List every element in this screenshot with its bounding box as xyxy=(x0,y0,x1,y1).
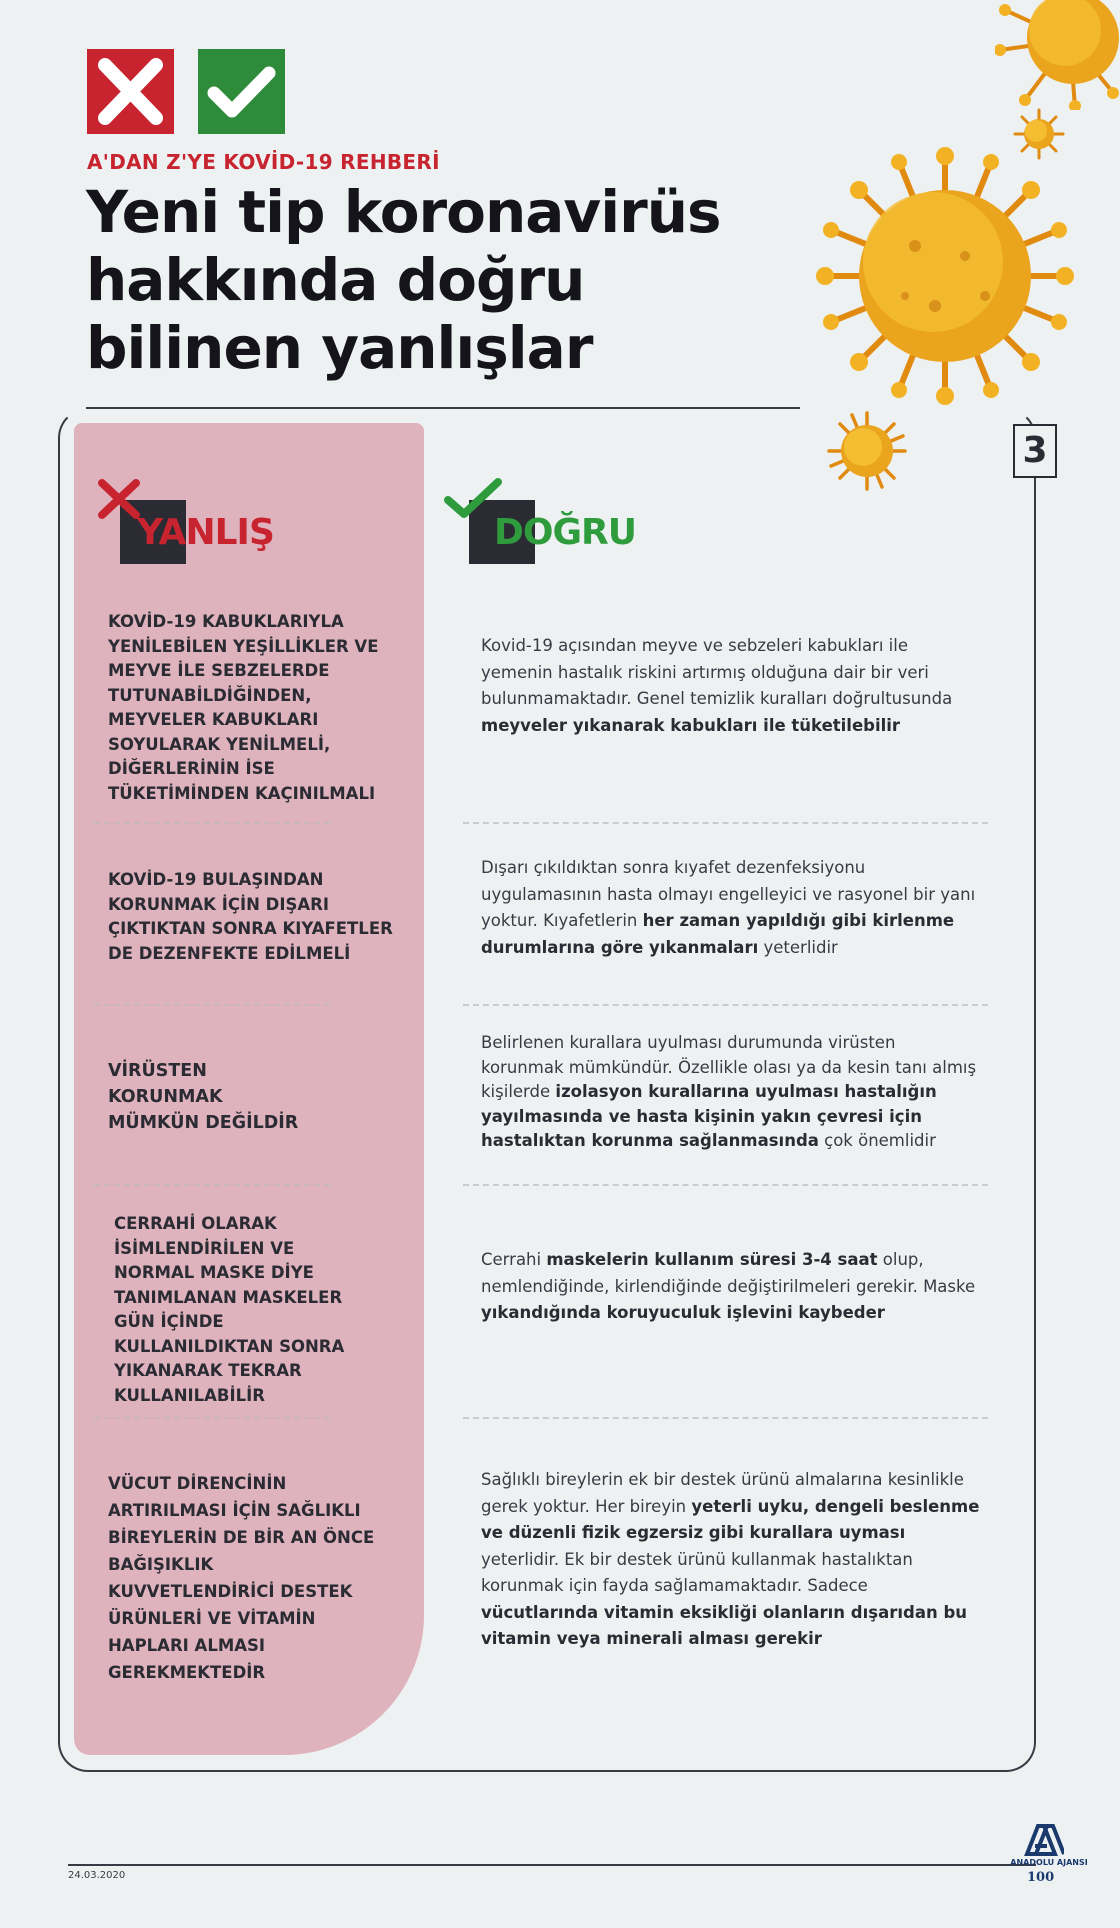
footer-line xyxy=(68,1864,1036,1866)
wrong-column-label: YANLIŞ xyxy=(137,512,274,553)
fact-emphasis: yıkandığında koruyuculuk işlevini kaybeder xyxy=(481,1303,885,1322)
fact-emphasis: izolasyon kurallarına uyulması hastalığın yayılmasında ve hasta kişinin yakın çevresi için hastalıktan korunma sağlanmasında xyxy=(481,1082,937,1150)
virus-illustration-large xyxy=(815,146,1075,406)
fact-item xyxy=(481,855,981,961)
kicker: A'DAN Z'YE KOVİD-19 REHBERİ xyxy=(87,150,440,174)
fact-item xyxy=(481,1247,981,1327)
wrong-mark-icon xyxy=(96,478,142,520)
fact-emphasis: yeterli uyku, dengeli beslenme ve düzenli fizik egzersiz gibi kurallara uyması xyxy=(481,1496,980,1542)
frame-top-line xyxy=(86,407,800,409)
page-title: Yeni tip koronavirüs hakkında doğru bilinen yanlışlar xyxy=(86,178,721,382)
page-number: 3 xyxy=(1013,424,1057,478)
fact-emphasis: maskelerin kullanım süresi 3-4 saat xyxy=(546,1250,878,1269)
virus-illustration-small xyxy=(1013,108,1065,160)
anadolu-logo-icon xyxy=(1024,1822,1064,1856)
myth-item: KOVİD-19 KABUKLARIYLA YENİLEBİLEN YEŞİLLİKLER VE MEYVE İLE SEBZELERDE TUTUNABİLDİĞİNDEN, MEYVELER KABUKLARI SOYULARAK YENİLMELİ, DİĞERLERİNİN İSE TÜKETİMİNDEN KAÇINILMALI xyxy=(108,612,379,803)
fact-text: olup, nemlendiğinde, kirlendiğinde değiştirilmeleri gerekir. Maske xyxy=(481,1250,976,1296)
divider xyxy=(94,822,330,824)
myth-item: VÜCUT DİRENCİNİN ARTIRILMASI İÇİN SAĞLIKLI BİREYLERİN DE BİR AN ÖNCE BAĞIŞIKLIK KUVVETLENDİRİCİ DESTEK ÜRÜNLERİ VE VİTAMİN HAPLARI ALMASI GEREKMEKTEDİR xyxy=(108,1474,375,1682)
divider xyxy=(463,1184,988,1186)
fact-text: yeterlidir xyxy=(758,937,838,957)
fact-text: Belirlenen kurallara uyulması durumunda virüsten korunmak mümkündür. Özellikle olası ya da kesin tanı almış kişilerde xyxy=(481,1033,977,1101)
myth-item: VİRÜSTEN KORUNMAK MÜMKÜN DEĞİLDİR xyxy=(108,1061,299,1133)
fact-emphasis: her zaman yapıldığı gibi kirlenme durumlarına göre yıkanmaları xyxy=(481,911,955,957)
divider xyxy=(94,1004,330,1006)
divider xyxy=(94,1417,330,1419)
check-icon xyxy=(198,49,285,134)
fact-text: Dışarı çıkıldıktan sonra kıyafet dezenfeksiyonu uygulamasının hasta olmayı engelleyici ve rasyonel bir yanı yoktur. Kıyafetlerin xyxy=(481,858,976,930)
divider xyxy=(463,1004,988,1006)
publish-date: 24.03.2020 xyxy=(68,1870,126,1881)
fact-text: Sağlıklı bireylerin ek bir destek ürünü almalarına kesinlikle gerek yoktur. Her bireyin xyxy=(481,1470,964,1516)
agency-name: ANADOLU AJANSI xyxy=(1010,1858,1088,1867)
fact-text: Cerrahi xyxy=(481,1250,547,1269)
fact-item xyxy=(481,1031,981,1154)
anniversary-mark: 100 xyxy=(1027,1870,1055,1885)
divider xyxy=(463,1417,988,1419)
divider xyxy=(463,822,988,824)
myth-item: CERRAHİ OLARAK İSİMLENDİRİLEN VE NORMAL MASKE DİYE TANIMLANAN MASKELER GÜN İÇİNDE KULLANILDIKTAN SONRA YIKANARAK TEKRAR KULLANILABİLİR xyxy=(114,1214,345,1405)
right-column-label: DOĞRU xyxy=(494,512,636,553)
virus-illustration-top xyxy=(995,0,1120,110)
fact-item xyxy=(481,633,981,739)
fact-text: yeterlidir. Ek bir destek ürünü kullanmak hastalıktan korunmak için fayda sağlamamaktadır. Sadece xyxy=(481,1549,913,1595)
fact-emphasis: vücutlarında vitamin eksikliği olanların dışarıdan bu vitamin veya minerali alması gerekir xyxy=(481,1602,968,1648)
fact-text: çok önemlidir xyxy=(818,1131,936,1150)
fact-text: Kovid-19 açısından meyve ve sebzeleri kabukları ile yemenin hastalık riskini artırmış olduğuna dair bir veri bulunmamaktadır. Genel temizlik kuralları doğrultusunda xyxy=(481,636,953,708)
fact-emphasis: meyveler yıkanarak kabukları ile tüketilebilir xyxy=(481,715,901,735)
divider xyxy=(94,1184,330,1186)
wrong-icon xyxy=(87,49,174,134)
myth-item: KOVİD-19 BULAŞINDAN KORUNMAK İÇİN DIŞARI ÇIKTIKTAN SONRA KIYAFETLER DE DEZENFEKTE EDİLMELİ xyxy=(108,870,393,963)
fact-item xyxy=(481,1467,981,1653)
